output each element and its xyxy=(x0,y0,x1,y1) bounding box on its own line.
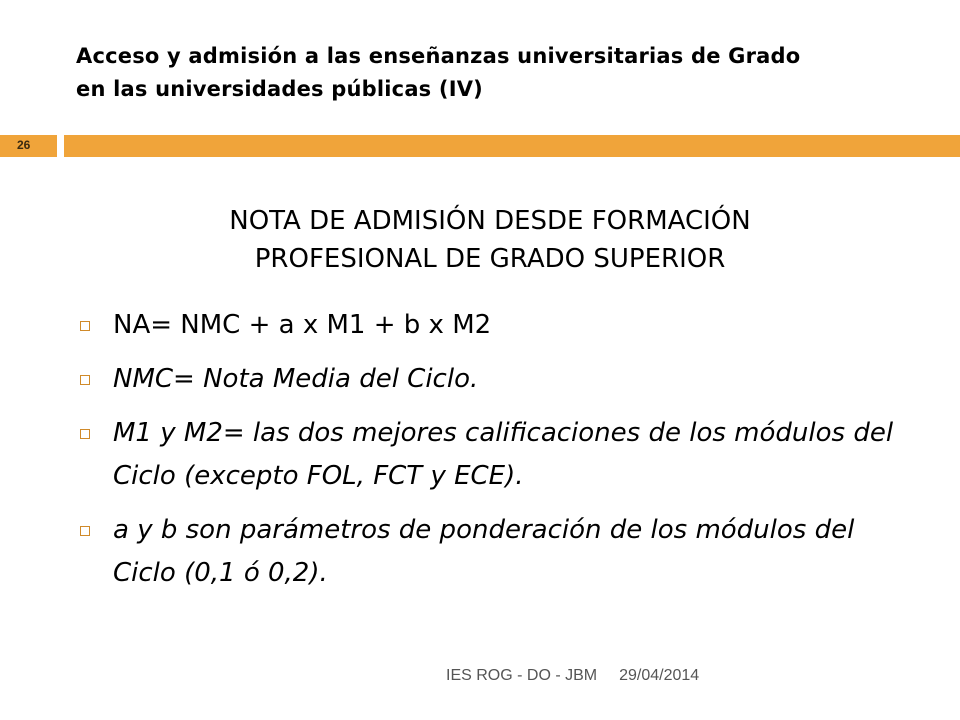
hollow-square-bullet-icon xyxy=(80,375,90,385)
slide-number-badge xyxy=(0,135,57,157)
bullet-list xyxy=(80,304,920,606)
section-heading: NOTA DE ADMISIÓN DESDE FORMACIÓN PROFESIONAL DE GRADO SUPERIOR xyxy=(229,206,751,274)
slide-number: 26 xyxy=(17,138,31,152)
footer-date: 29/04/2014 xyxy=(619,667,700,684)
slide-title-line-2: en las universidades públicas (IV) xyxy=(76,77,483,101)
bullet-item xyxy=(80,509,920,595)
accent-bar xyxy=(64,135,960,157)
footer-author: IES ROG - DO - JBM xyxy=(446,667,598,684)
hollow-square-bullet-icon xyxy=(80,526,90,536)
bullet-item xyxy=(80,304,920,347)
bullet-text: a y b son parámetros de ponderación de los módulos del Ciclo (0,1 ó 0,2). xyxy=(113,515,855,588)
bullet-text: M1 y M2= las dos mejores calificaciones de los módulos del Ciclo (excepto FOL, FCT y ECE). xyxy=(113,418,894,491)
slide-footer xyxy=(446,667,699,685)
bullet-item xyxy=(80,412,920,498)
bullet-text: NA= NMC + a x M1 + b x M2 xyxy=(113,310,492,340)
hollow-square-bullet-icon xyxy=(80,429,90,439)
slide-title xyxy=(76,40,896,106)
bullet-item xyxy=(80,358,920,401)
slide-title-line-1: Acceso y admisión a las enseñanzas universitarias de Grado xyxy=(76,44,801,68)
hollow-square-bullet-icon xyxy=(80,321,90,331)
bullet-text: NMC= Nota Media del Ciclo. xyxy=(113,364,479,394)
